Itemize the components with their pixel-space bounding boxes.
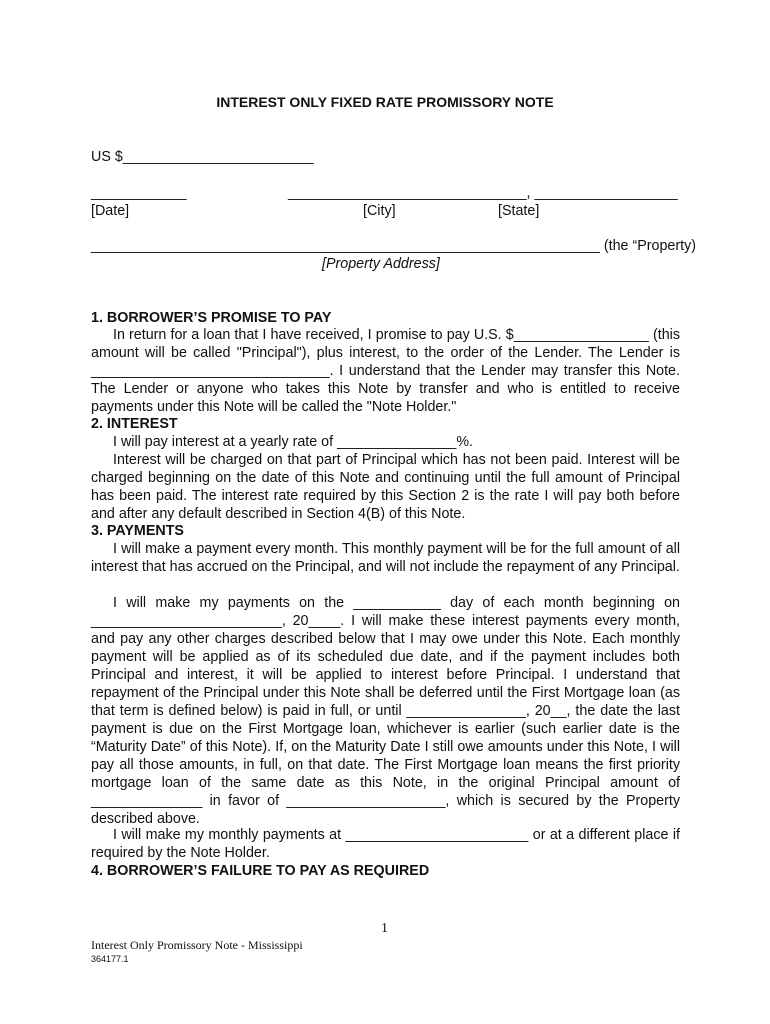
section-paragraph: I will make my monthly payments at _______________________ or at a different place if required by the Note Holder. (91, 827, 680, 861)
amount-field: US $________________________ (91, 149, 314, 165)
property-line: ________________________________________________________________ (the “Property) (91, 238, 697, 254)
document-title: INTEREST ONLY FIXED RATE PROMISSORY NOTE (216, 94, 554, 110)
footer-doc-code: 364177.1 (91, 954, 129, 964)
page-number: 1 (381, 921, 388, 936)
section-heading: 2. INTEREST (91, 416, 178, 432)
footer-document-name: Interest Only Promissory Note - Mississippi (91, 938, 303, 952)
date-line: ____________ (91, 185, 187, 201)
section-heading: 4. BORROWER’S FAILURE TO PAY AS REQUIRED (91, 863, 430, 879)
section-paragraph: I will make my payments on the ___________ day of each month beginning on ________________________, 20____. I will make these interest payments every month, and pay any other charges described below that I may owe under this Note. Each monthly payment will be applied as of its scheduled due date, and if the payment includes both Principal and interest, it will be applied to interest before Principal. I understand that repayment of the Principal under this Note shall be deferred until the First Mortgage loan (as that term is defined below) is paid in full, or until _______________, 20__, the date the last payment is due on the First Mortgage loan, whichever is earlier (such earlier date is the “Maturity Date” of this Note). If, on the Maturity Date I still owe amounts under this Note, I will pay all those amounts, in full, on that date. The First Mortgage loan means the first priority mortgage loan of the same date as this Note, in the original Principal amount of ______________ in favor of ____________________, which is secured by the Property described above. (91, 595, 680, 827)
state-label: [State] (498, 203, 540, 219)
section-paragraph: I will pay interest at a yearly rate of _______________%. (113, 434, 474, 450)
section-heading: 3. PAYMENTS (91, 523, 184, 539)
section-paragraph: In return for a loan that I have received, I promise to pay U.S. $_________________ (this amount will be called "Principal"), plus interest, to the order of the Lender. The Lender is ______________________________. I understand that the Lender may transfer this Note. The Lender or anyone who takes this Note by transfer and who is entitled to receive payments under this Note will be called the "Note Holder." (91, 327, 680, 415)
city-state-line: ______________________________, __________________ (288, 185, 678, 201)
section-paragraph: Interest will be charged on that part of Principal which has not been paid. Interest will be charged beginning on the date of this Note and continuing until the full amount of Principal has been paid. The interest rate required by this Section 2 is the rate I will pay both before and after any default described in Section 4(B) of this Note. (91, 452, 680, 522)
city-label: [City] (363, 203, 396, 219)
section-heading: 1. BORROWER’S PROMISE TO PAY (91, 310, 332, 326)
date-label: [Date] (91, 203, 130, 219)
section-paragraph: I will make a payment every month. This monthly payment will be for the full amount of all interest that has accrued on the Principal, and will not include the repayment of any Principal. (91, 541, 680, 575)
property-address-label: [Property Address] (322, 256, 440, 272)
